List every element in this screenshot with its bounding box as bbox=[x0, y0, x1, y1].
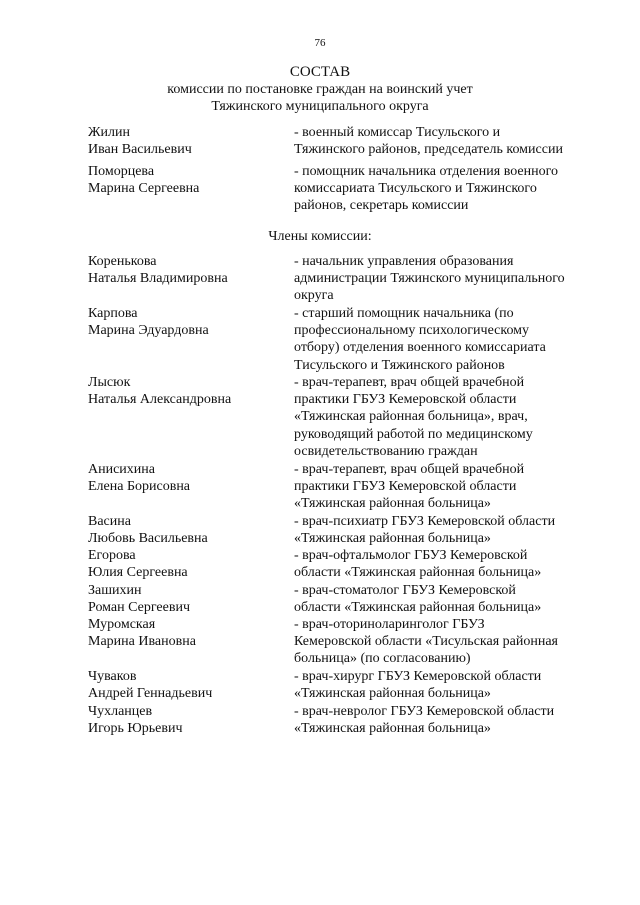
document-subtitle bbox=[0, 81, 640, 115]
subtitle-line: комиссии по постановке граждан на воинский учет bbox=[167, 82, 473, 97]
person-position bbox=[294, 163, 604, 215]
position-line: освидетельствованию граждан bbox=[294, 443, 478, 459]
position-line: больница» (по согласованию) bbox=[294, 651, 471, 667]
name-line: Жилин bbox=[88, 125, 131, 140]
name-line: Наталья Александровна bbox=[88, 392, 232, 408]
page-number: 76 bbox=[314, 37, 326, 49]
position-line: «Тяжинская районная больница», врач, bbox=[294, 409, 528, 425]
person-name bbox=[88, 547, 288, 581]
position-line: - старший помощник начальника (по bbox=[294, 306, 514, 321]
position-line: области «Тяжинская районная больница» bbox=[294, 600, 542, 616]
position-line: профессиональному психологическому bbox=[294, 323, 530, 339]
name-line: Егорова bbox=[88, 548, 136, 563]
person-name bbox=[88, 124, 288, 158]
person-name bbox=[88, 582, 288, 616]
person-name bbox=[88, 616, 288, 650]
position-line: «Тяжинская районная больница» bbox=[294, 686, 491, 702]
position-line: Тяжинского районов, председатель комиссии bbox=[294, 142, 563, 158]
position-line: - врач-невролог ГБУЗ Кемеровской области bbox=[294, 704, 555, 719]
position-line: - врач-психиатр ГБУЗ Кемеровской области bbox=[294, 514, 556, 529]
person-name bbox=[88, 703, 288, 737]
person-position bbox=[294, 513, 604, 547]
position-line: - помощник начальника отделения военного bbox=[294, 164, 558, 179]
position-line: Кемеровской области «Тисульская районная bbox=[294, 634, 558, 650]
subtitle-line: Тяжинского муниципального округа bbox=[211, 99, 429, 114]
name-line: Марина Сергеевна bbox=[88, 181, 200, 197]
document-title: СОСТАВ bbox=[289, 64, 351, 80]
position-line: - военный комиссар Тисульского и bbox=[294, 125, 501, 140]
name-line: Лысюк bbox=[88, 375, 131, 390]
position-line: практики ГБУЗ Кемеровской области bbox=[294, 479, 517, 495]
position-line: - врач-стоматолог ГБУЗ Кемеровской bbox=[294, 583, 516, 598]
person-position bbox=[294, 668, 604, 702]
position-line: комиссариата Тисульского и Тяжинского bbox=[294, 181, 537, 197]
name-line: Марина Эдуардовна bbox=[88, 323, 209, 339]
position-line: «Тяжинская районная больница» bbox=[294, 721, 491, 737]
person-name bbox=[88, 305, 288, 339]
position-line: отбору) отделения военного комиссариата bbox=[294, 340, 546, 356]
person-name bbox=[88, 163, 288, 197]
person-position bbox=[294, 124, 604, 158]
person-name bbox=[88, 253, 288, 287]
position-line: области «Тяжинская районная больница» bbox=[294, 565, 542, 581]
person-position bbox=[294, 582, 604, 616]
person-position bbox=[294, 461, 604, 513]
position-line: администрации Тяжинского муниципального bbox=[294, 271, 565, 287]
position-line: Тисульского и Тяжинского районов bbox=[294, 357, 505, 373]
members-heading: Члены комиссии: bbox=[268, 229, 372, 244]
name-line: Роман Сергеевич bbox=[88, 600, 190, 616]
person-position bbox=[294, 374, 604, 460]
position-line: - врач-терапевт, врач общей врачебной bbox=[294, 462, 525, 477]
person-name bbox=[88, 668, 288, 702]
position-line: - врач-терапевт, врач общей врачебной bbox=[294, 375, 525, 390]
name-line: Любовь Васильевна bbox=[88, 531, 208, 547]
person-name bbox=[88, 513, 288, 547]
position-line: районов, секретарь комиссии bbox=[294, 198, 469, 214]
position-line: - врач-оториноларинголог ГБУЗ bbox=[294, 617, 485, 632]
position-line: практики ГБУЗ Кемеровской области bbox=[294, 392, 517, 408]
position-line: - начальник управления образования bbox=[294, 254, 514, 269]
person-name bbox=[88, 374, 288, 408]
position-line: - врач-хирург ГБУЗ Кемеровской области bbox=[294, 669, 542, 684]
person-position bbox=[294, 253, 604, 305]
name-line: Игорь Юрьевич bbox=[88, 721, 183, 737]
position-line: «Тяжинская районная больница» bbox=[294, 531, 491, 547]
name-line: Муромская bbox=[88, 617, 156, 632]
person-position bbox=[294, 703, 604, 737]
name-line: Наталья Владимировна bbox=[88, 271, 228, 287]
person-position bbox=[294, 305, 604, 374]
name-line: Елена Борисовна bbox=[88, 479, 191, 495]
name-line: Карпова bbox=[88, 306, 138, 321]
position-line: - врач-офтальмолог ГБУЗ Кемеровской bbox=[294, 548, 528, 563]
person-position bbox=[294, 616, 604, 668]
name-line: Иван Васильевич bbox=[88, 142, 192, 158]
position-line: руководящий работой по медицинскому bbox=[294, 426, 533, 442]
name-line: Юлия Сергеевна bbox=[88, 565, 188, 581]
position-line: округа bbox=[294, 288, 334, 304]
name-line: Васина bbox=[88, 514, 131, 529]
name-line: Анисихина bbox=[88, 462, 155, 477]
name-line: Чухланцев bbox=[88, 704, 153, 719]
person-position bbox=[294, 547, 604, 581]
name-line: Марина Ивановна bbox=[88, 634, 196, 650]
position-line: «Тяжинская районная больница» bbox=[294, 496, 491, 512]
name-line: Поморцева bbox=[88, 164, 155, 179]
name-line: Чуваков bbox=[88, 669, 137, 684]
name-line: Коренькова bbox=[88, 254, 157, 269]
name-line: Зашихин bbox=[88, 583, 142, 598]
name-line: Андрей Геннадьевич bbox=[88, 686, 213, 702]
person-name bbox=[88, 461, 288, 495]
